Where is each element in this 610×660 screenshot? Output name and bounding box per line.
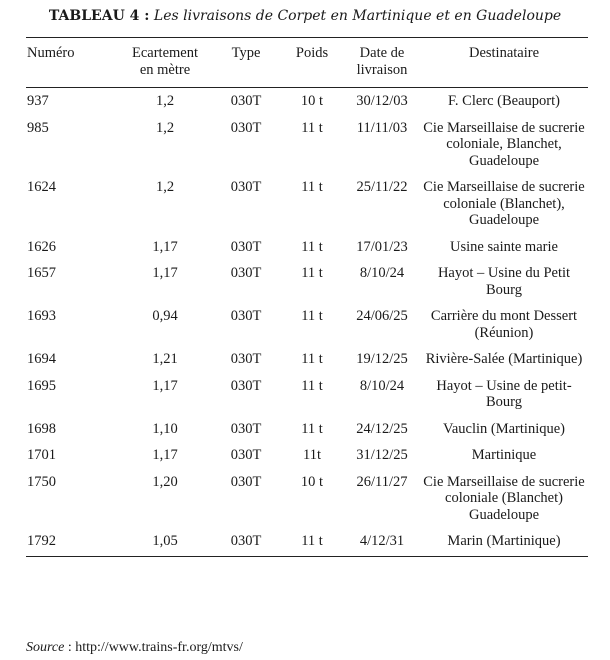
cell-type: 030T bbox=[230, 447, 262, 463]
cell-type: 030T bbox=[230, 93, 262, 109]
cell-destinataire: Cie Marseillaise de sucrerie coloniale (Blanchet) Guadeloupe bbox=[423, 473, 585, 523]
cell-destinataire: F. Clerc (Beauport) bbox=[448, 93, 560, 109]
cell-ecartement: 1,20 bbox=[152, 473, 178, 490]
table-row bbox=[26, 417, 588, 444]
table-row bbox=[26, 347, 588, 374]
cell-poids: 10 t bbox=[300, 93, 324, 109]
header-type: Type bbox=[212, 38, 280, 88]
cell-type: 030T bbox=[230, 119, 262, 136]
cell-numero: 1750 bbox=[27, 473, 56, 490]
cell-date: 24/06/25 bbox=[356, 308, 408, 324]
cell-numero: 1701 bbox=[27, 447, 56, 463]
cell-numero: 1657 bbox=[27, 265, 56, 281]
cell-poids: 11 t bbox=[301, 308, 323, 324]
cell-numero: 1624 bbox=[27, 179, 56, 195]
cell-poids: 11t bbox=[303, 447, 321, 463]
table-row bbox=[26, 304, 588, 347]
cell-destinataire: Carrière du mont Dessert (Réunion) bbox=[430, 308, 578, 341]
table-row bbox=[26, 470, 588, 530]
source-separator: : bbox=[64, 640, 76, 655]
cell-ecartement: 0,94 bbox=[152, 308, 178, 324]
header-date: Date de livraison bbox=[344, 38, 420, 88]
table-row bbox=[26, 88, 588, 116]
cell-numero: 937 bbox=[27, 93, 49, 109]
cell-destinataire: Marin (Martinique) bbox=[447, 533, 561, 549]
table-row bbox=[26, 261, 588, 304]
cell-numero: 1698 bbox=[27, 420, 56, 437]
cell-type: 030T bbox=[230, 308, 262, 324]
cell-type: 030T bbox=[230, 473, 262, 490]
cell-ecartement: 1,17 bbox=[152, 238, 178, 255]
cell-ecartement: 1,05 bbox=[152, 533, 178, 549]
table-row bbox=[26, 175, 588, 235]
table-title-lead: TABLEAU 4 : bbox=[48, 8, 150, 24]
cell-type: 030T bbox=[230, 238, 262, 255]
cell-date: 30/12/03 bbox=[356, 93, 408, 109]
cell-numero: 1792 bbox=[27, 533, 56, 549]
cell-date: 17/01/23 bbox=[356, 238, 408, 255]
cell-numero: 1695 bbox=[27, 377, 56, 394]
cell-ecartement: 1,17 bbox=[152, 377, 178, 394]
source-note bbox=[26, 640, 243, 656]
cell-type: 030T bbox=[230, 179, 262, 195]
header-poids: Poids bbox=[280, 38, 344, 88]
source-label: Source bbox=[26, 640, 65, 655]
cell-poids: 11 t bbox=[301, 377, 323, 394]
cell-destinataire: Martinique bbox=[471, 447, 537, 463]
table-title-text: Les livraisons de Corpet en Martinique et en Guadeloupe bbox=[153, 8, 562, 24]
header-ecartement: Ecartement en mètre bbox=[118, 38, 212, 88]
cell-destinataire: Rivière-Salée (Martinique) bbox=[425, 351, 583, 367]
table-row bbox=[26, 235, 588, 262]
table-header-row bbox=[26, 38, 588, 88]
cell-destinataire: Usine sainte marie bbox=[450, 238, 558, 255]
cell-destinataire: Cie Marseillaise de sucrerie coloniale (Blanchet), Guadeloupe bbox=[423, 179, 585, 228]
cell-numero: 1626 bbox=[27, 238, 56, 255]
source-url: http://www.trains-fr.org/mtvs/ bbox=[75, 640, 243, 655]
cell-ecartement: 1,2 bbox=[155, 93, 175, 109]
cell-date: 25/11/22 bbox=[356, 179, 408, 195]
cell-type: 030T bbox=[230, 420, 262, 437]
cell-destinataire: Hayot – Usine du Petit Bourg bbox=[437, 265, 571, 298]
cell-poids: 10 t bbox=[300, 473, 324, 490]
cell-destinataire: Hayot – Usine de petit-Bourg bbox=[436, 377, 572, 410]
cell-numero: 1694 bbox=[27, 351, 56, 367]
deliveries-table bbox=[26, 37, 588, 557]
cell-poids: 11 t bbox=[301, 265, 323, 281]
cell-poids: 11 t bbox=[301, 238, 323, 255]
cell-ecartement: 1,2 bbox=[155, 179, 175, 195]
table-row bbox=[26, 116, 588, 176]
table-title bbox=[0, 8, 610, 25]
cell-destinataire: Vauclin (Martinique) bbox=[442, 420, 565, 437]
cell-poids: 11 t bbox=[301, 119, 323, 136]
table-row bbox=[26, 443, 588, 470]
cell-ecartement: 1,17 bbox=[152, 447, 178, 463]
cell-date: 4/12/31 bbox=[359, 533, 405, 549]
cell-type: 030T bbox=[230, 351, 262, 367]
header-destinataire: Destinataire bbox=[420, 38, 588, 88]
cell-poids: 11 t bbox=[301, 420, 323, 437]
cell-ecartement: 1,21 bbox=[152, 351, 178, 367]
cell-poids: 11 t bbox=[301, 179, 323, 195]
cell-type: 030T bbox=[230, 265, 262, 281]
cell-type: 030T bbox=[230, 377, 262, 394]
cell-destinataire: Cie Marseillaise de sucrerie coloniale, Blanchet, Guadeloupe bbox=[423, 119, 585, 169]
cell-type: 030T bbox=[230, 533, 262, 549]
cell-poids: 11 t bbox=[301, 533, 323, 549]
cell-date: 11/11/03 bbox=[356, 119, 408, 136]
cell-ecartement: 1,2 bbox=[155, 119, 175, 136]
cell-date: 19/12/25 bbox=[356, 351, 408, 367]
cell-numero: 985 bbox=[27, 119, 49, 136]
table-row bbox=[26, 529, 588, 556]
cell-poids: 11 t bbox=[301, 351, 323, 367]
cell-ecartement: 1,17 bbox=[152, 265, 178, 281]
cell-date: 8/10/24 bbox=[359, 265, 405, 281]
cell-numero: 1693 bbox=[27, 308, 56, 324]
cell-date: 26/11/27 bbox=[356, 473, 408, 490]
cell-ecartement: 1,10 bbox=[152, 420, 178, 437]
cell-date: 24/12/25 bbox=[356, 420, 408, 437]
header-numero: Numéro bbox=[26, 38, 118, 88]
cell-date: 8/10/24 bbox=[359, 377, 405, 394]
cell-date: 31/12/25 bbox=[356, 447, 408, 463]
table-row bbox=[26, 374, 588, 417]
